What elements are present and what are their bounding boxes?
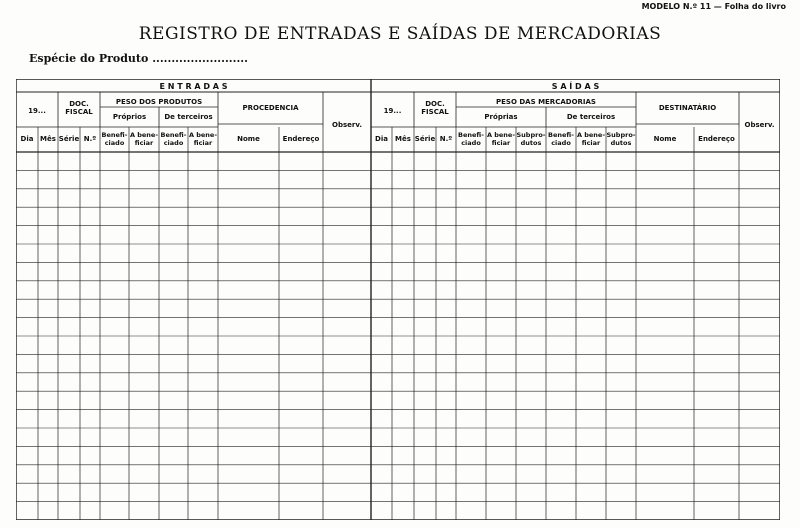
saidas-proprias: Próprias (484, 113, 518, 121)
especie-dots: ......................... (152, 52, 248, 65)
entradas-abenef-l1: A bene- (129, 131, 159, 139)
saidas-abenef2-l1: A bene- (576, 131, 606, 139)
entradas-doc-fiscal-l1: DOC. (69, 100, 89, 108)
entradas-year: 19... (28, 107, 46, 115)
entradas-abenef2-l1: A bene- (188, 131, 218, 139)
saidas-dia: Dia (375, 135, 388, 143)
saidas-terceiros: De terceiros (566, 113, 616, 121)
entradas-doc-fiscal-l2: FISCAL (65, 108, 93, 116)
saidas-year: 19... (383, 107, 402, 115)
saidas-benef-l2: ciado (461, 139, 481, 147)
entradas-serie: Série (58, 135, 80, 143)
entradas-benef-l2: ciado (104, 139, 125, 147)
entradas-num: N.º (83, 135, 97, 143)
model-label: MODELO N.º 11 — Folha do livro (641, 2, 786, 11)
saidas-benef2-l1: Benefi- (548, 131, 574, 139)
ledger-grid (16, 79, 780, 520)
page-title: REGISTRO DE ENTRADAS E SAÍDAS DE MERCADORIAS (138, 24, 662, 44)
entradas-proprios: Próprios (112, 113, 147, 121)
entradas-benef2-l2: ciado (163, 139, 184, 147)
saidas-endereco: Endereço (698, 135, 735, 143)
entradas-abenef-l2: ficiar (134, 139, 154, 147)
ledger-headers (21, 80, 775, 147)
entradas-benef-l1: Benefi- (101, 131, 128, 139)
entradas-procedencia: PROCEDENCIA (242, 104, 299, 112)
saidas-benef-l1: Benefi- (458, 131, 484, 139)
saidas-mes: Mês (395, 135, 411, 143)
especie-field[interactable] (29, 52, 248, 65)
saidas-subp2-l1: Subpro- (606, 131, 636, 139)
entradas-observ: Observ. (332, 121, 362, 129)
entradas-peso: PESO DOS PRODUTOS (115, 98, 203, 106)
saidas-doc-fiscal-l2: FISCAL (421, 108, 449, 116)
saidas-serie: Série (414, 135, 436, 143)
entradas-nome: Nome (237, 135, 260, 143)
saidas-doc-fiscal-l1: DOC. (425, 100, 445, 108)
entradas-endereco: Endereço (282, 135, 320, 143)
saidas-destinatario: DESTINATÁRIO (658, 104, 717, 112)
entradas-dia: Dia (20, 135, 34, 143)
saidas-subp-l1: Subpro- (516, 131, 546, 139)
saidas-num: N.º (439, 135, 453, 143)
saidas-peso: PESO DAS MERCADORIAS (496, 98, 596, 106)
saidas-title: S A Í D A S (551, 82, 600, 91)
saidas-abenef-l1: A bene- (486, 131, 516, 139)
saidas-observ: Observ. (744, 121, 775, 129)
entradas-title: E N T R A D A S (159, 82, 228, 91)
saidas-benef2-l2: ciado (551, 139, 571, 147)
saidas-subp-l2: dutos (520, 139, 542, 147)
saidas-subp2-l2: dutos (610, 139, 632, 147)
saidas-abenef2-l2: ficiar (581, 139, 601, 147)
especie-label: Espécie do Produto (29, 52, 149, 65)
entradas-mes: Mês (40, 135, 56, 143)
entradas-benef2-l1: Benefi- (160, 131, 187, 139)
saidas-nome: Nome (653, 135, 677, 143)
entradas-terceiros: De terceiros (164, 113, 213, 121)
ledger-table (16, 79, 780, 520)
entradas-abenef2-l2: ficiar (193, 139, 213, 147)
saidas-abenef-l2: ficiar (491, 139, 511, 147)
